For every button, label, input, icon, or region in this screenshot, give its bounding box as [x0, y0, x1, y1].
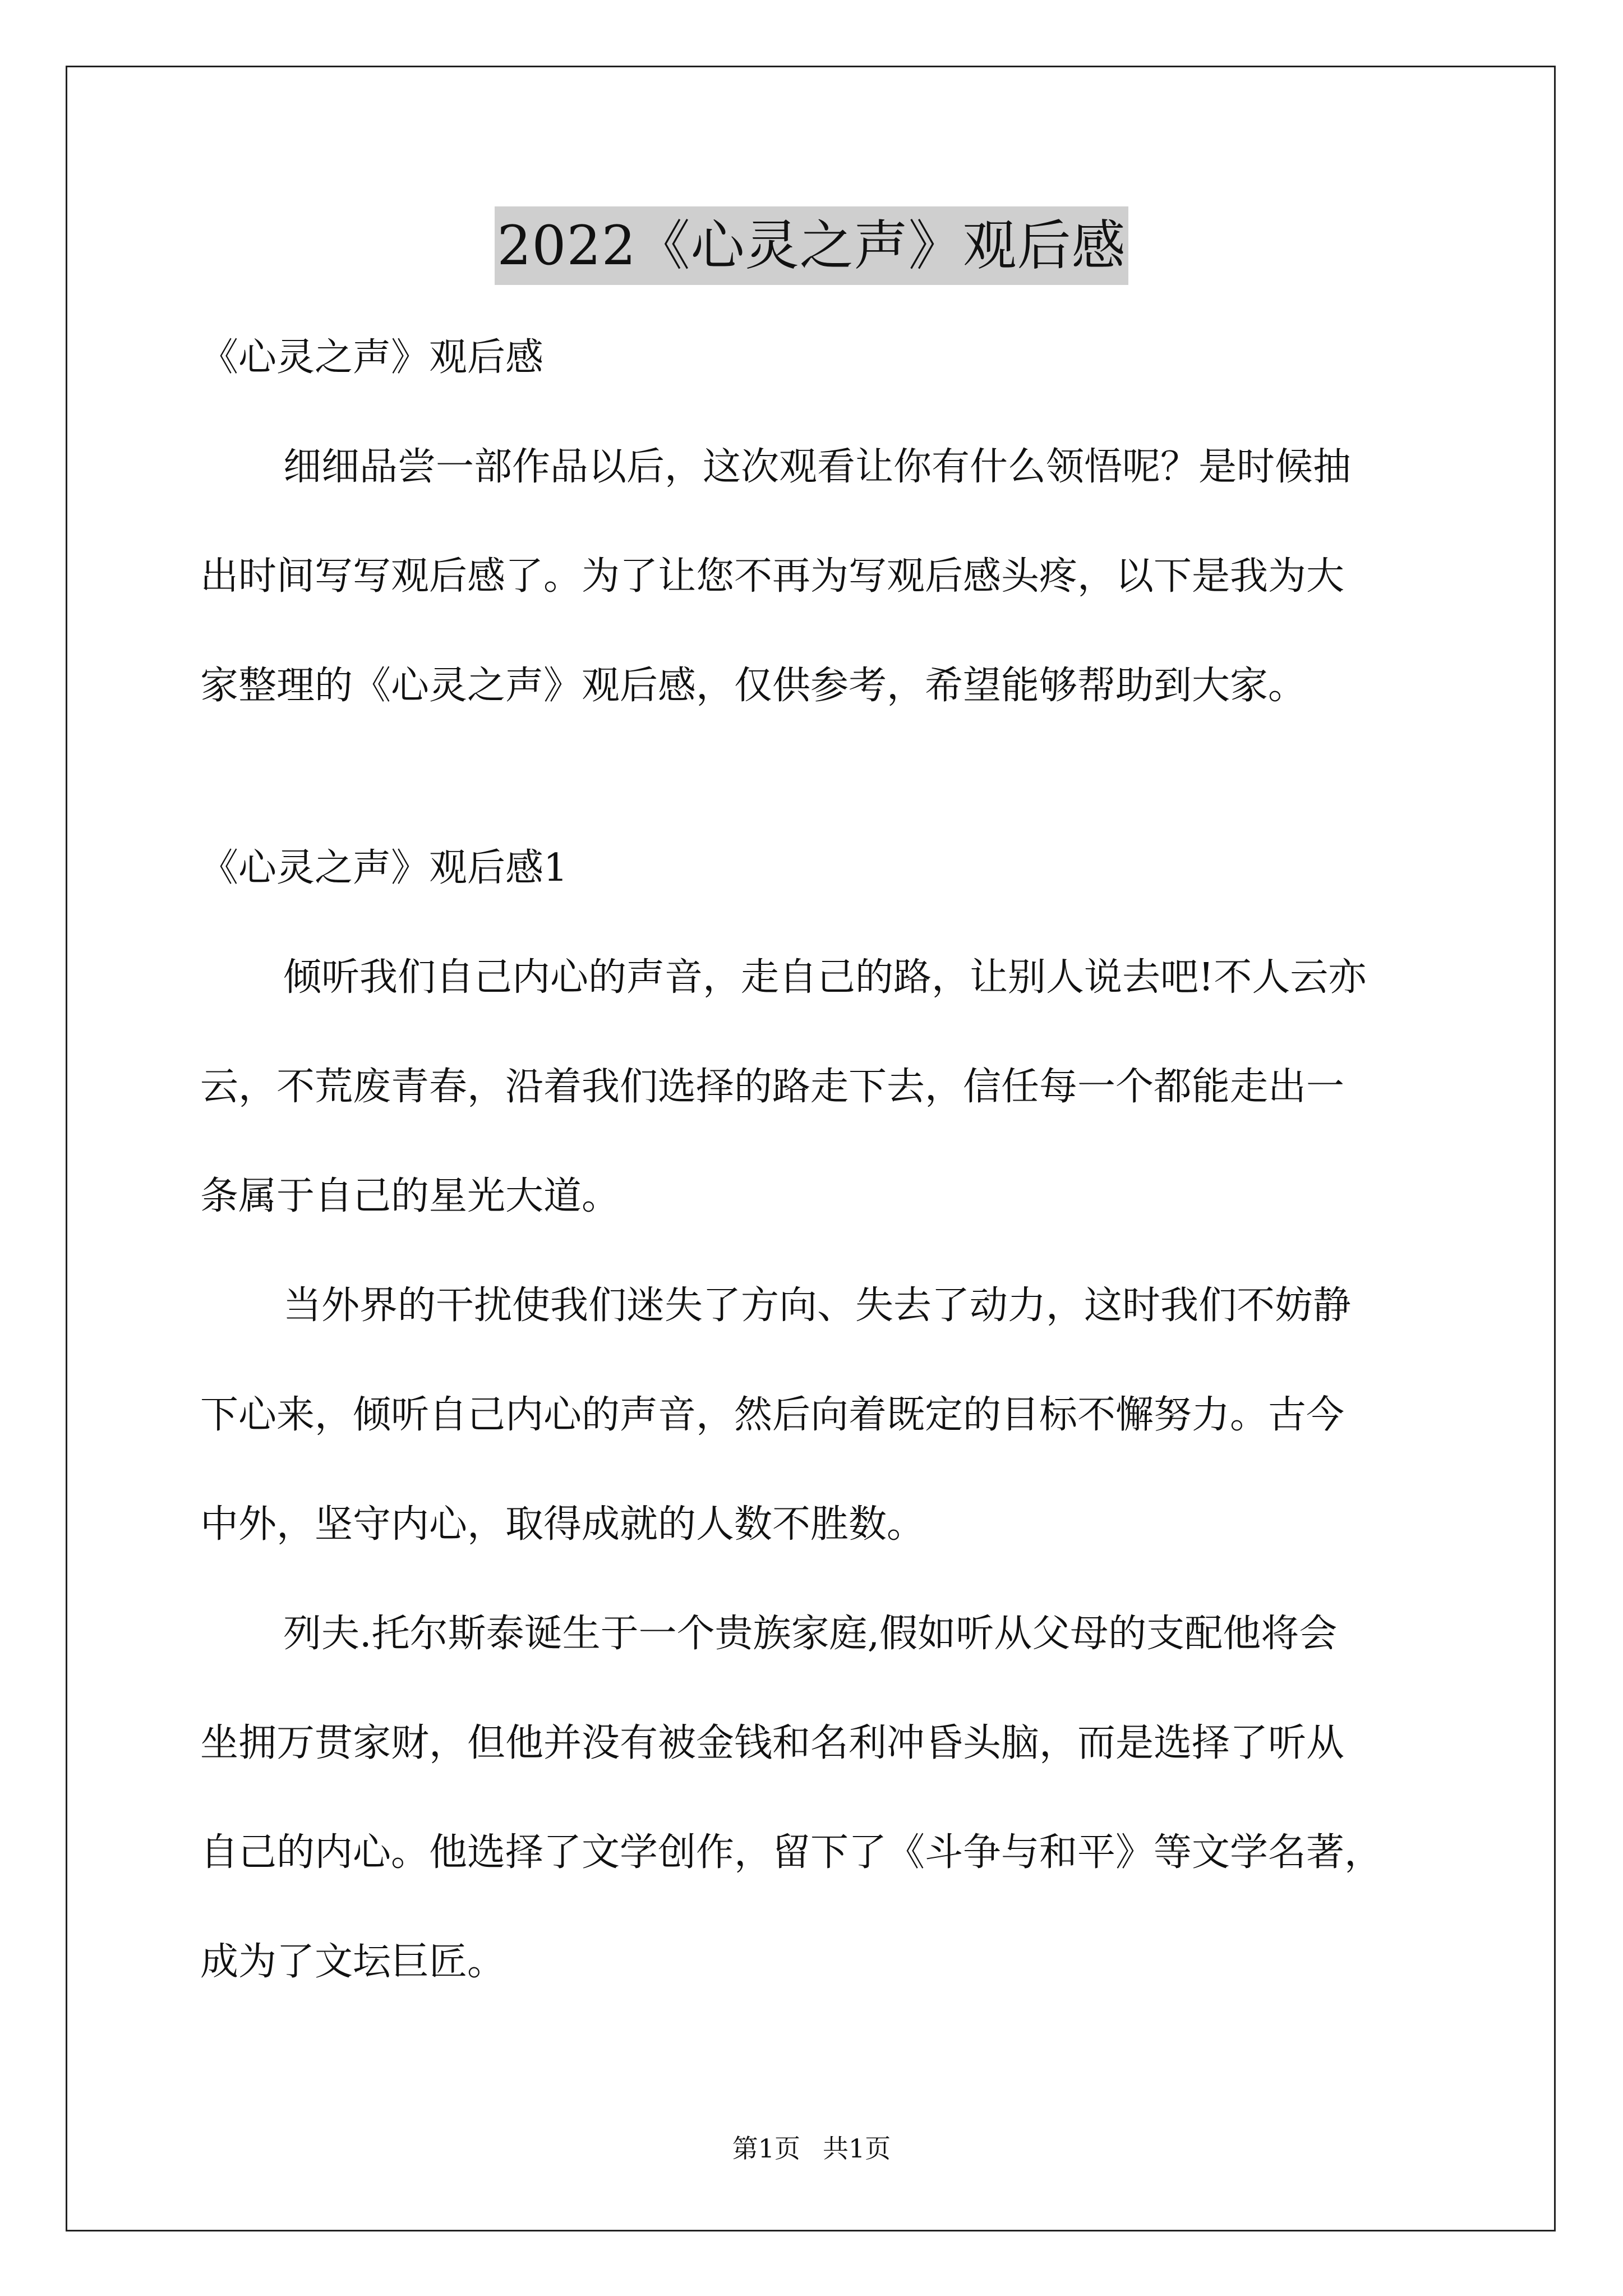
paragraph-line: 条属于自己的星光大道。 — [200, 1174, 620, 1218]
section-gap — [200, 740, 1434, 813]
paragraph-line: 成为了文坛巨匠。 — [200, 1940, 506, 1984]
paragraph-line: 云，不荒废青春，沿着我们选择的路走下去，信任每一个都能走出一 — [200, 1065, 1345, 1109]
document-body — [200, 303, 1434, 2017]
paragraph-line: 列夫.托尔斯泰诞生于一个贵族家庭,假如听从父母的支配他将会 — [283, 1612, 1338, 1656]
paragraph-line: 当外界的干扰使我们迷失了方向、失去了动力，这时我们不妨静 — [283, 1283, 1352, 1328]
intro-line: 细细品尝一部作品以后，这次观看让你有什么领悟呢？是时候抽 — [283, 445, 1352, 489]
subtitle: 《心灵之声》观后感 — [200, 335, 544, 380]
paragraph-line: 自己的内心。他选择了文学创作，留下了《斗争与和平》等文学名著， — [200, 1830, 1383, 1875]
paragraph-line: 倾听我们自己内心的声音，走自己的路，让别人说去吧!不人云亦 — [283, 955, 1367, 1000]
title-container — [0, 206, 1623, 285]
intro-line: 家整理的《心灵之声》观后感，仅供参考，希望能够帮助到大家。 — [200, 664, 1307, 708]
intro-line: 出时间写写观后感了。为了让您不再为写观后感头疼，以下是我为大 — [200, 554, 1345, 599]
page-footer — [0, 2132, 1623, 2165]
page-total: 共1页 — [823, 2133, 891, 2164]
document-title: 2022《心灵之声》观后感 — [495, 206, 1128, 285]
paragraph-line: 下心来，倾听自己内心的声音，然后向着既定的目标不懈努力。古今 — [200, 1393, 1345, 1437]
paragraph-line: 中外，坚守内心，取得成就的人数不胜数。 — [200, 1502, 925, 1547]
section-heading: 《心灵之声》观后感1 — [200, 846, 568, 890]
paragraph-line: 坐拥万贯家财，但他并没有被金钱和名利冲昏头脑，而是选择了听从 — [200, 1721, 1345, 1765]
page-number: 第1页 — [732, 2133, 800, 2164]
